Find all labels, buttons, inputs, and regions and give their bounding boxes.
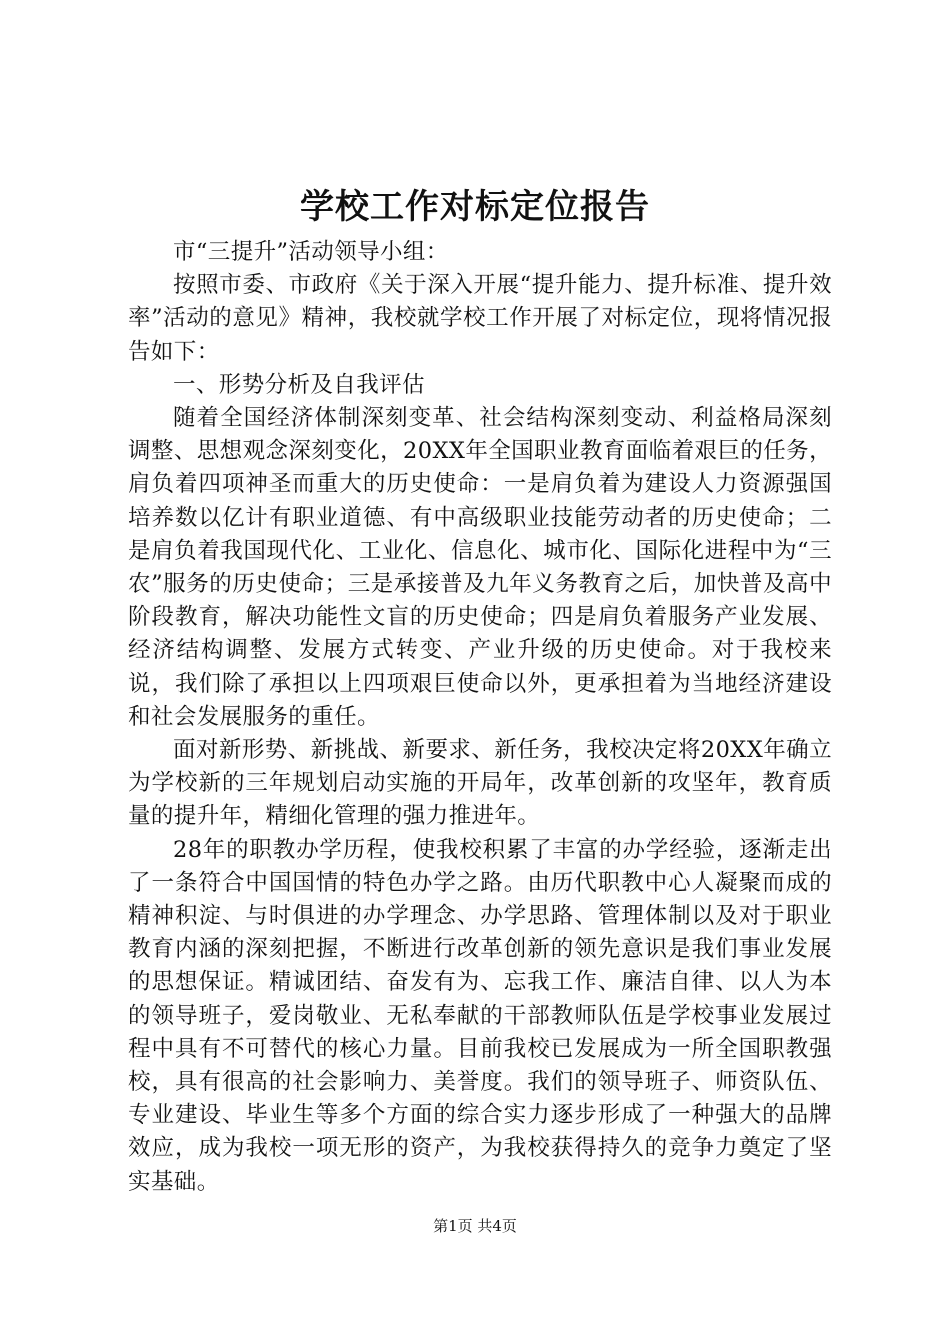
body-paragraph: 28年的职教办学历程，使我校积累了丰富的办学经验，逐渐走出了一条符合中国国情的特色办学之路。由历代职教中心人凝聚而成的精神积淀、与时俱进的办学理念、办学思路、管理体制以及对于职业教育内涵的深刻把握，不断进行改革创新的领先意识是我们事业发展的思想保证。精诚团结、奋发有为、忘我工作、廉洁自律、以人为本的领导班子，爱岗敬业、无私奉献的干部教师队伍是学校事业发展过程中具有不可替代的核心力量。目前我校已发展成为一所全国职教强校，具有很高的社会影响力、美誉度。我们的领导班子、师资队伍、专业建设、毕业生等多个方面的综合实力逐步形成了一种强大的品牌效应，成为我校一项无形的资产，为我校获得持久的竞争力奠定了坚实基础。 [128, 836, 832, 1195]
intro-paragraph: 按照市委、市政府《关于深入开展“提升能力、提升标准、提升效率”活动的意见》精神，我校就学校工作开展了对标定位，现将情况报告如下： [128, 272, 832, 365]
salutation-paragraph: 市“三提升”活动领导小组： [173, 239, 449, 265]
body-paragraph: 面对新形势、新挑战、新要求、新任务，我校决定将20XX年确立为学校新的三年规划启动实施的开局年，改革创新的攻坚年，教育质量的提升年，精细化管理的强力推进年。 [128, 737, 832, 830]
document-title: 学校工作对标定位报告 [300, 187, 650, 227]
page-number-footer: 第1页 共4页 [433, 1217, 517, 1235]
body-paragraph: 随着全国经济体制深刻变革、社会结构深刻变动、利益格局深刻调整、思想观念深刻变化，20XX年全国职业教育面临着艰巨的任务，肩负着四项神圣而重大的历史使命：一是肩负着为建设人力资源强国培养数以亿计有职业道德、有中高级职业技能劳动者的历史使命；二是肩负着我国现代化、工业化、信息化、城市化、国际化进程中为“三农”服务的历史使命；三是承接普及九年义务教育之后，加快普及高中阶段教育，解决功能性文盲的历史使命；四是肩负着服务产业发展、经济结构调整、发展方式转变、产业升级的历史使命。对于我校来说，我们除了承担以上四项艰巨使命以外，更承担着为当地经济建设和社会发展服务的重任。 [128, 405, 832, 730]
document-body [128, 236, 832, 1199]
section-heading: 一、形势分析及自我评估 [173, 371, 425, 398]
